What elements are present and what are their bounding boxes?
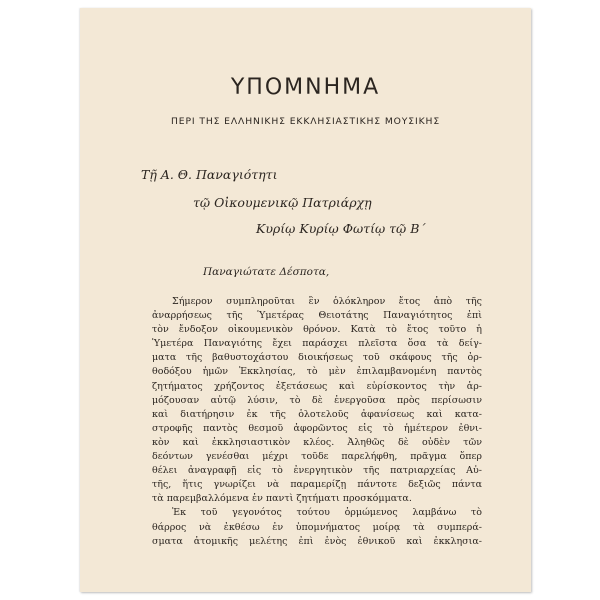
body-line: καὶ διατήρησιν ἐκ τῆς ὁλοτελοῦς ἀφανίσεως καὶ κατα- <box>152 408 482 420</box>
document-title: ΥΠΟΜΝΗΜΑ <box>230 75 381 100</box>
body-line: θοδόξου ἡμῶν Ἐκκλησίας, τὸ μὲν ἐπιλαμβανομένη παντὸς <box>152 366 482 378</box>
body-line: θέλει ἀναγραφῇ εἰς τὸ ἐνεργητικὸν τῆς πατριαρχείας Αὐ- <box>152 465 482 477</box>
body-line: τὰ παρεμβαλλόμενα ἐν παντὶ ζητήματι προσκόμματα. <box>152 493 412 505</box>
document-page <box>80 8 531 592</box>
document-subtitle: ΠΕΡΙ ΤΗΣ ΕΛΛΗΝΙΚΗΣ ΕΚΚΛΗΣΙΑΣΤΙΚΗΣ ΜΟΥΣΙΚΗΣ <box>170 116 441 127</box>
body-line: ματα τῆς βαθυστοχάστου διοικήσεως τοῦ σκάφους τῆς ὀρ- <box>152 352 482 364</box>
body-line: Ἐκ τοῦ γεγονότος τούτου ὁρμώμενος λαμβάνω τὸ <box>172 507 482 519</box>
body-line: κὸν καὶ ἐκκλησιαστικὸν κλέος. Ἀληθῶς δὲ οὐδὲν τῶν <box>152 436 482 448</box>
body-line: τῆς, ἥτις γνωρίζει νὰ παραμερίζῃ πάντοτε δεξιῶς πάντα <box>152 479 482 491</box>
body-line: στροφῆς παντὸς θεσμοῦ ἀφορῶντος εἰς τὸ ἡμέτερον ἐθνι- <box>152 422 482 434</box>
body-line: τὸν ἔνδοξον οἰκουμενικὸν θρόνον. Κατὰ τὸ ἔτος τοῦτο ἡ <box>152 324 482 336</box>
body-line: μόζουσαν αὐτῷ λύσιν, τὸ δὲ ἐνεργοῦσα πρὸς περίσωσιν <box>152 394 482 406</box>
dedication-line-1: Τῇ Α. Θ. Παναγιότητι <box>141 167 278 182</box>
salutation: Παναγιώτατε Δέσποτα, <box>203 266 330 278</box>
body-line: Ὑμετέρα Παναγιότης ἔχει παράσχει πλεῖστα ὅσα τὰ δείγ- <box>152 338 482 350</box>
body-text <box>152 295 482 549</box>
body-line: ζητήματος χρήζοντος ἐξετάσεως καὶ εὑρίσκοντος τὴν ἁρ- <box>152 380 482 392</box>
body-line: σματα ἀτομικῆς μελέτης ἐπὶ ἑνὸς ἐθνικοῦ καὶ ἐκκλησια- <box>152 535 482 547</box>
body-line: δεόντων γενέσθαι μέχρι τοῦδε παρελήφθη, πρᾶγμα ὅπερ <box>152 451 482 463</box>
dedication-line-2: τῷ Οἰκουμενικῷ Πατριάρχῃ <box>193 195 372 210</box>
body-line: θάρρος νὰ ἐκθέσω ἐν ὑπομνήματος μοίρᾳ τὰ συμπερά- <box>152 521 482 533</box>
dedication-line-3: Κυρίῳ Κυρίῳ Φωτίῳ τῷ Β´ <box>256 221 426 236</box>
body-line: ἀναρρήσεως τῆς Ὑμετέρας Θειοτάτης Παναγιότητος ἐπὶ <box>152 310 482 322</box>
body-line: Σήμερον συμπληροῦται ἓν ὁλόκληρον ἔτος ἀπὸ τῆς <box>172 296 482 307</box>
